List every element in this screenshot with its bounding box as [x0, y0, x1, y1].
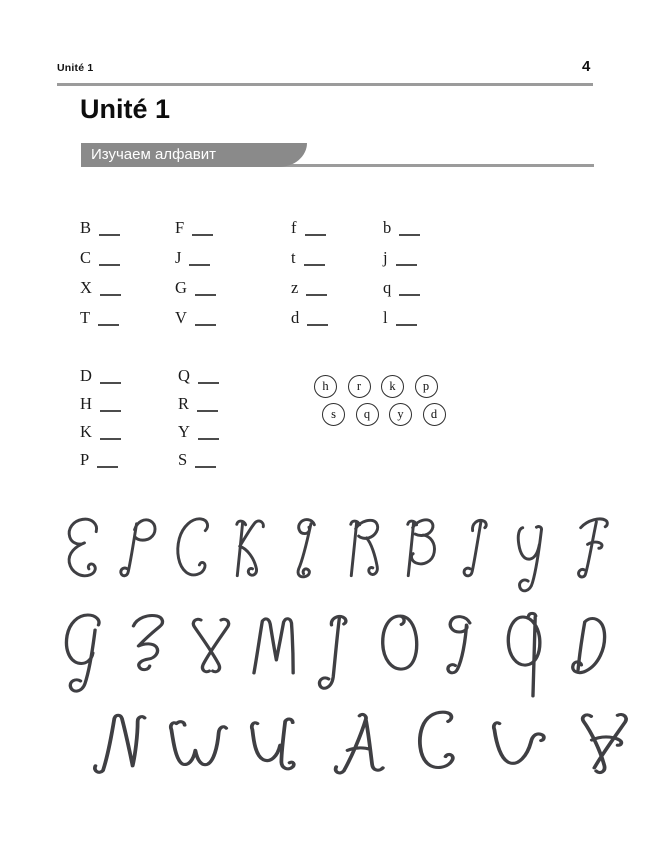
cursive-alphabet-row-1: [57, 514, 615, 607]
printed-letter: D: [80, 366, 92, 385]
circled-letter-row: [322, 403, 446, 426]
exercise1-letter-grid: [80, 219, 420, 326]
exercise2-instruction: [57, 335, 596, 357]
printed-letter: H: [80, 394, 92, 413]
printed-letter: l: [383, 308, 388, 327]
cursive-letter-Y: [509, 514, 558, 607]
answer-blank: [100, 370, 121, 384]
exercise1-instruction: [57, 181, 596, 203]
circled-letter: d: [423, 403, 446, 426]
circled-letter: s: [322, 403, 345, 426]
cursive-alphabet-row-2: [57, 610, 615, 705]
exercise2-line: [57, 335, 596, 357]
section-banner: [81, 143, 307, 167]
letter-pair-item: [383, 309, 420, 326]
printed-letter: V: [175, 308, 187, 327]
cursive-letter-J: [308, 610, 364, 705]
printed-letter: t: [291, 248, 296, 267]
printed-letter: C: [80, 248, 92, 267]
letter-pair-item: [175, 309, 291, 326]
cursive-letter-Z: [120, 610, 176, 705]
answer-blank: [306, 282, 327, 296]
letter-pair-item: [383, 249, 420, 266]
answer-blank: [197, 398, 218, 412]
letter-pair-item: [383, 219, 420, 236]
circled-letter-row: [314, 375, 446, 398]
letter-pair-item: [178, 367, 219, 384]
printed-letter: z: [291, 278, 299, 297]
cursive-letter-W: [167, 706, 230, 804]
letter-pair-item: [291, 249, 383, 266]
cursive-letter-F: [566, 514, 615, 607]
printed-letter: S: [178, 450, 188, 469]
answer-blank: [99, 252, 120, 266]
cursive-letter-C: [170, 514, 219, 607]
answer-blank: [305, 222, 326, 236]
letter-pair-item: [291, 309, 383, 326]
letter-pair-item: [80, 219, 175, 236]
answer-blank: [98, 312, 119, 326]
printed-letter: Q: [178, 366, 190, 385]
letter-pair-item: [80, 367, 178, 384]
letter-pair-item: [175, 219, 291, 236]
letter-pair-item: [80, 451, 178, 468]
letter-pair-item: [383, 279, 420, 296]
letter-pair-item: [291, 279, 383, 296]
exercise3-instruction: [57, 473, 596, 495]
printed-letter: j: [383, 248, 388, 267]
letter-pair-item: [80, 423, 178, 440]
letter-pair-item: [178, 451, 219, 468]
printed-letter: d: [291, 308, 300, 327]
printed-letter: F: [175, 218, 185, 237]
answer-blank: [399, 222, 420, 236]
exercise2-letter-circles: [314, 375, 446, 426]
letter-pair-item: [178, 395, 219, 412]
printed-letter: G: [175, 278, 187, 297]
cursive-letter-B: [396, 514, 445, 607]
letter-pair-item: [175, 249, 291, 266]
answer-blank: [97, 454, 118, 468]
answer-blank: [195, 454, 216, 468]
answer-blank: [198, 370, 219, 384]
exercise1-line: [57, 181, 596, 203]
cursive-letter-Q: [496, 610, 552, 705]
printed-letter: B: [80, 218, 92, 237]
circled-letter: q: [356, 403, 379, 426]
letter-pair-item: [80, 395, 178, 412]
cursive-letter-P: [114, 514, 163, 607]
circled-letter: p: [415, 375, 438, 398]
printed-letter: R: [178, 394, 190, 413]
cursive-letter-V: [490, 706, 553, 804]
printed-letter: X: [80, 278, 92, 297]
answer-blank: [195, 312, 216, 326]
cursive-letter-X: [183, 610, 239, 705]
page-number: 4: [582, 58, 591, 75]
circled-letter: k: [381, 375, 404, 398]
section-banner-wrap: [81, 143, 594, 167]
cursive-letter-O: [371, 610, 427, 705]
answer-blank: [100, 426, 121, 440]
cursive-letter-N: [86, 706, 149, 804]
answer-blank: [195, 282, 216, 296]
cursive-letter-A: [328, 706, 391, 804]
letter-pair-item: [80, 309, 175, 326]
printed-letter: f: [291, 218, 297, 237]
exercise2-letter-grid: [80, 367, 219, 468]
letter-pair-item: [80, 249, 175, 266]
letter-pair-item: [178, 423, 219, 440]
printed-letter: q: [383, 278, 392, 297]
letter-pair-item: [291, 219, 383, 236]
printed-letter: P: [80, 450, 90, 469]
answer-blank: [192, 222, 213, 236]
unit-title: Unité 1: [80, 94, 171, 124]
cursive-letter-H: [571, 706, 634, 804]
cursive-alphabet-row-3: [86, 706, 634, 804]
printed-letter: J: [175, 248, 182, 267]
header-rule: [57, 83, 593, 86]
answer-blank: [399, 282, 420, 296]
answer-blank: [100, 398, 121, 412]
printed-letter: T: [80, 308, 91, 327]
printed-letter: Y: [178, 422, 190, 441]
cursive-letter-I: [453, 514, 502, 607]
answer-blank: [307, 312, 328, 326]
circled-letter: h: [314, 375, 337, 398]
cursive-letter-G: [57, 610, 113, 705]
cursive-letter-D: [559, 610, 615, 705]
cursive-letter-L: [283, 514, 332, 607]
exercise3-line: [57, 473, 596, 495]
cursive-letter-T: [409, 706, 472, 804]
letter-pair-item: [175, 279, 291, 296]
answer-blank: [396, 252, 417, 266]
printed-letter: K: [80, 422, 92, 441]
answer-blank: [396, 312, 417, 326]
letter-pair-item: [80, 279, 175, 296]
cursive-letter-E: [57, 514, 106, 607]
cursive-letter-M: [245, 610, 301, 705]
answer-blank: [198, 426, 219, 440]
section-banner-label: Изучаем алфавит: [91, 146, 216, 163]
answer-blank: [189, 252, 210, 266]
circled-letter: r: [348, 375, 371, 398]
running-header: Unité 1: [57, 62, 94, 74]
cursive-letter-S: [434, 610, 490, 705]
circled-letter: y: [389, 403, 412, 426]
answer-blank: [100, 282, 121, 296]
printed-letter: b: [383, 218, 392, 237]
answer-blank: [99, 222, 120, 236]
cursive-letter-K: [227, 514, 276, 607]
cursive-letter-U: [248, 706, 311, 804]
answer-blank: [304, 252, 325, 266]
cursive-letter-R: [340, 514, 389, 607]
